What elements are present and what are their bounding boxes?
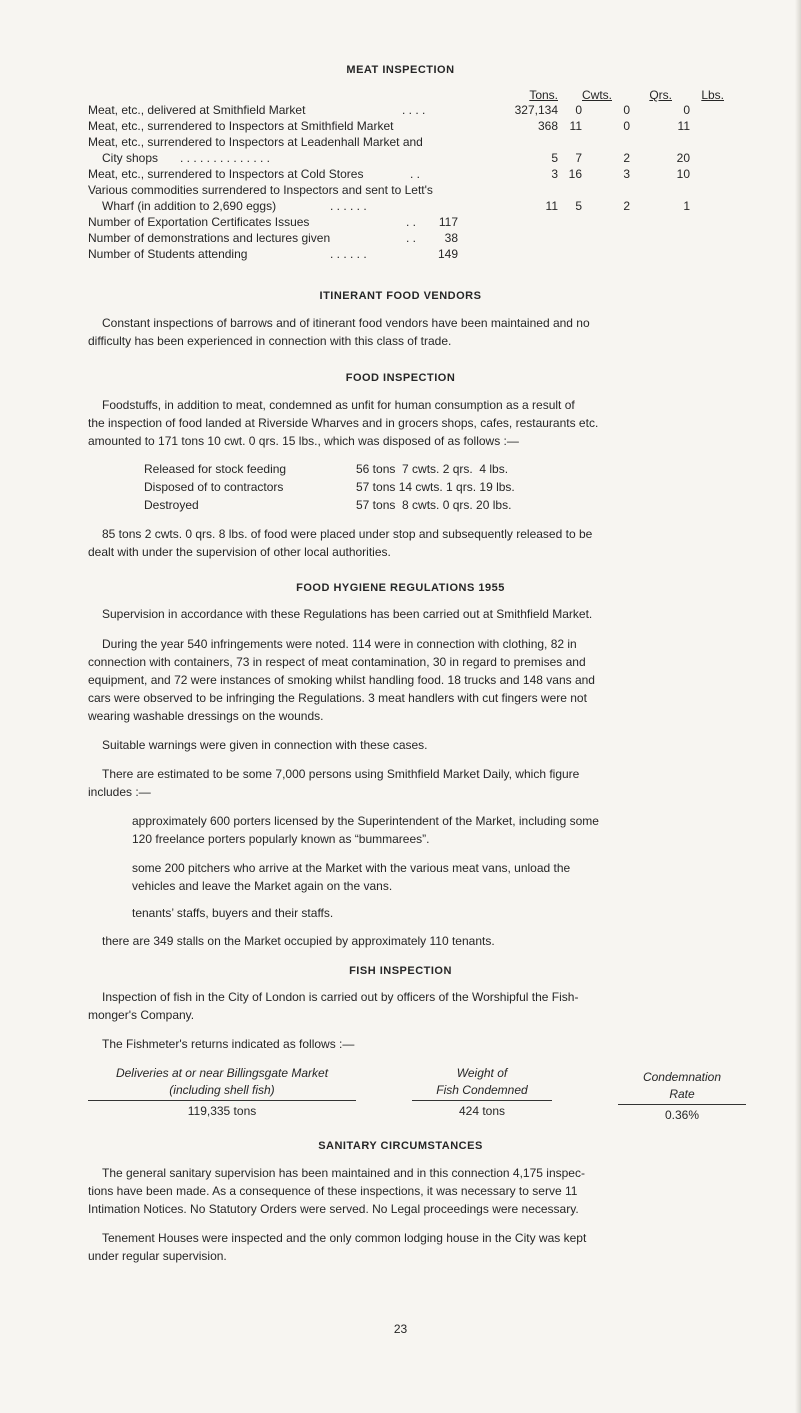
- itinerant-heading: ITINERANT FOOD VENDORS: [319, 290, 482, 302]
- count-value: 149: [437, 247, 458, 261]
- count-value: 38: [444, 231, 458, 245]
- leader-dots: . . . . . . . . . . . . . .: [180, 151, 271, 165]
- paragraph-line: amounted to 171 tons 10 cwt. 0 qrs. 15 lbs., which was disposed of as follows :—: [88, 434, 519, 448]
- paragraph-line: There are estimated to be some 7,000 persons using Smithfield Market Daily, which figure: [102, 767, 580, 781]
- meat-row-qrs: 0: [623, 119, 630, 133]
- paragraph-line: cars were observed to be infringing the Regulations. 3 meat handlers with cut fingers were not: [88, 691, 587, 705]
- list-item-line: 120 freelance porters popularly known as “bummarees”.: [132, 832, 430, 846]
- meat-row-lbs: 20: [676, 151, 690, 165]
- leader-dots: . . . .: [402, 103, 426, 117]
- meat-row-label: Various commodities surrendered to Inspectors and sent to Lett's: [88, 183, 433, 197]
- meat-row-qrs: 3: [623, 167, 630, 181]
- fish-col3-header: Condemnation: [642, 1070, 722, 1084]
- fish-rate-value: 0.36%: [664, 1108, 700, 1122]
- table-rule: [412, 1100, 552, 1101]
- fish-col1-header: (including shell fish): [169, 1083, 275, 1097]
- meat-row-label-cont: City shops: [102, 151, 159, 165]
- paragraph-line: includes :—: [88, 785, 151, 799]
- disposal-value: 56 tons 7 cwts. 2 qrs. 4 lbs.: [356, 462, 509, 476]
- count-label: Number of Students attending: [88, 247, 248, 261]
- meat-row-cwts: 11: [569, 119, 582, 133]
- meat-row-qrs: 2: [623, 199, 630, 213]
- meat-row-cwts: 16: [568, 167, 582, 181]
- meat-row-lbs: 1: [683, 199, 690, 213]
- paragraph-line: wearing washable dressings on the wounds.: [88, 709, 324, 723]
- fish-col1-header: Deliveries at or near Billingsgate Market: [115, 1066, 329, 1080]
- list-item-line: vehicles and leave the Market again on the vans.: [132, 879, 393, 893]
- meat-row-label: Meat, etc., surrendered to Inspectors at Smithfield Market: [88, 119, 394, 133]
- list-item-line: some 200 pitchers who arrive at the Market with the various meat vans, unload the: [132, 861, 571, 875]
- list-item-line: tenants’ staffs, buyers and their staffs.: [132, 906, 334, 920]
- meat-row-tons: 11: [545, 199, 558, 213]
- disposal-label: Destroyed: [144, 498, 199, 512]
- paragraph-line: Inspection of fish in the City of London is carried out by officers of the Worshipful the Fish-: [102, 990, 579, 1004]
- table-rule: [88, 1100, 356, 1101]
- page-edge-shadow: [795, 0, 801, 1413]
- fish-col2-header: Fish Condemned: [436, 1083, 528, 1097]
- fish-condemned-value: 424 tons: [458, 1104, 506, 1118]
- leader-dots: . . . . . .: [330, 199, 367, 213]
- paragraph-line: Tenement Houses were inspected and the only common lodging house in the City was kept: [102, 1231, 587, 1245]
- paragraph-line: difficulty has been experienced in connection with this class of trade.: [88, 334, 452, 348]
- meat-row-cwts: 0: [575, 103, 582, 117]
- disposal-label: Disposed of to contractors: [144, 480, 284, 494]
- col-header-lbs: Lbs.: [701, 88, 724, 102]
- leader-dots: . .: [406, 215, 417, 229]
- leader-dots: . .: [406, 231, 417, 245]
- disposal-value: 57 tons 8 cwts. 0 qrs. 20 lbs.: [356, 498, 512, 512]
- paragraph-line: 85 tons 2 cwts. 0 qrs. 8 lbs. of food were placed under stop and subsequently released to be: [102, 527, 593, 541]
- table-rule: [618, 1104, 746, 1105]
- meat-row-qrs: 0: [623, 103, 630, 117]
- disposal-label: Released for stock feeding: [144, 462, 287, 476]
- fish-col3-header: Rate: [669, 1087, 695, 1101]
- count-label: Number of demonstrations and lectures given: [88, 231, 331, 245]
- paragraph-line: Supervision in accordance with these Regulations has been carried out at Smithfield Market.: [102, 607, 593, 621]
- meat-row-lbs: 0: [683, 103, 690, 117]
- col-header-tons: Tons.: [529, 88, 558, 102]
- paragraph-line: The general sanitary supervision has been maintained and in this connection 4,175 inspec-: [102, 1166, 585, 1180]
- paragraph-line: under regular supervision.: [88, 1249, 227, 1263]
- col-header-cwts: Cwts.: [582, 88, 612, 102]
- meat-row-lbs: 10: [676, 167, 690, 181]
- meat-row-tons: 3: [551, 167, 558, 181]
- meat-row-tons: 368: [537, 119, 558, 133]
- paragraph-line: the inspection of food landed at Riverside Wharves and in grocers shops, cafes, restaurants etc.: [88, 416, 599, 430]
- meat-row-label: Meat, etc., delivered at Smithfield Market: [88, 103, 306, 117]
- meat-row-cwts: 7: [575, 151, 582, 165]
- paragraph-line: dealt with under the supervision of other local authorities.: [88, 545, 391, 559]
- paragraph-line: Constant inspections of barrows and of itinerant food vendors have been maintained and no: [102, 316, 590, 330]
- food-hygiene-heading: FOOD HYGIENE REGULATIONS 1955: [296, 582, 505, 594]
- leader-dots: . . . . . .: [330, 247, 367, 261]
- meat-row-label: Meat, etc., surrendered to Inspectors at Cold Stores: [88, 167, 364, 181]
- disposal-value: 57 tons 14 cwts. 1 qrs. 19 lbs.: [356, 480, 515, 494]
- col-header-qrs: Qrs.: [649, 88, 672, 102]
- meat-row-cwts: 5: [575, 199, 582, 213]
- paragraph-line: tions have been made. As a consequence of these inspections, it was necessary to serve 11: [88, 1184, 578, 1198]
- paragraph-line: equipment, and 72 were instances of smoking whilst handling food. 18 trucks and 148 vans and: [88, 673, 595, 687]
- paragraph-line: there are 349 stalls on the Market occupied by approximately 110 tenants.: [102, 934, 495, 948]
- count-label: Number of Exportation Certificates Issues: [88, 215, 310, 229]
- meat-row-tons: 327,134: [514, 103, 558, 117]
- fish-deliveries-value: 119,335 tons: [187, 1104, 257, 1118]
- paragraph-line: monger's Company.: [88, 1008, 195, 1022]
- count-value: 117: [438, 215, 458, 229]
- food-inspection-heading: FOOD INSPECTION: [345, 372, 456, 384]
- meat-row-lbs: 11: [677, 119, 690, 133]
- paragraph-line: Foodstuffs, in addition to meat, condemned as unfit for human consumption as a result of: [102, 398, 575, 412]
- paragraph-line: The Fishmeter's returns indicated as follows :—: [102, 1037, 355, 1051]
- meat-inspection-heading: MEAT INSPECTION: [346, 64, 455, 76]
- leader-dots: . .: [410, 167, 421, 181]
- page-number: 23: [393, 1322, 408, 1336]
- paragraph-line: During the year 540 infringements were noted. 114 were in connection with clothing, 82 in: [102, 637, 577, 651]
- paragraph-line: Intimation Notices. No Statutory Orders were served. No Legal proceedings were necessary.: [88, 1202, 579, 1216]
- list-item-line: approximately 600 porters licensed by the Superintendent of the Market, including some: [132, 814, 599, 828]
- meat-row-label: Meat, etc., surrendered to Inspectors at Leadenhall Market and: [88, 135, 423, 149]
- sanitary-heading: SANITARY CIRCUMSTANCES: [318, 1140, 483, 1152]
- fish-col2-header: Weight of: [456, 1066, 508, 1080]
- meat-row-qrs: 2: [623, 151, 630, 165]
- meat-row-label-cont: Wharf (in addition to 2,690 eggs): [102, 199, 277, 213]
- fish-inspection-heading: FISH INSPECTION: [349, 965, 452, 977]
- paragraph-line: Suitable warnings were given in connection with these cases.: [102, 738, 428, 752]
- meat-row-tons: 5: [551, 151, 558, 165]
- paragraph-line: connection with containers, 73 in respect of meat contamination, 30 in regard to premises and: [88, 655, 586, 669]
